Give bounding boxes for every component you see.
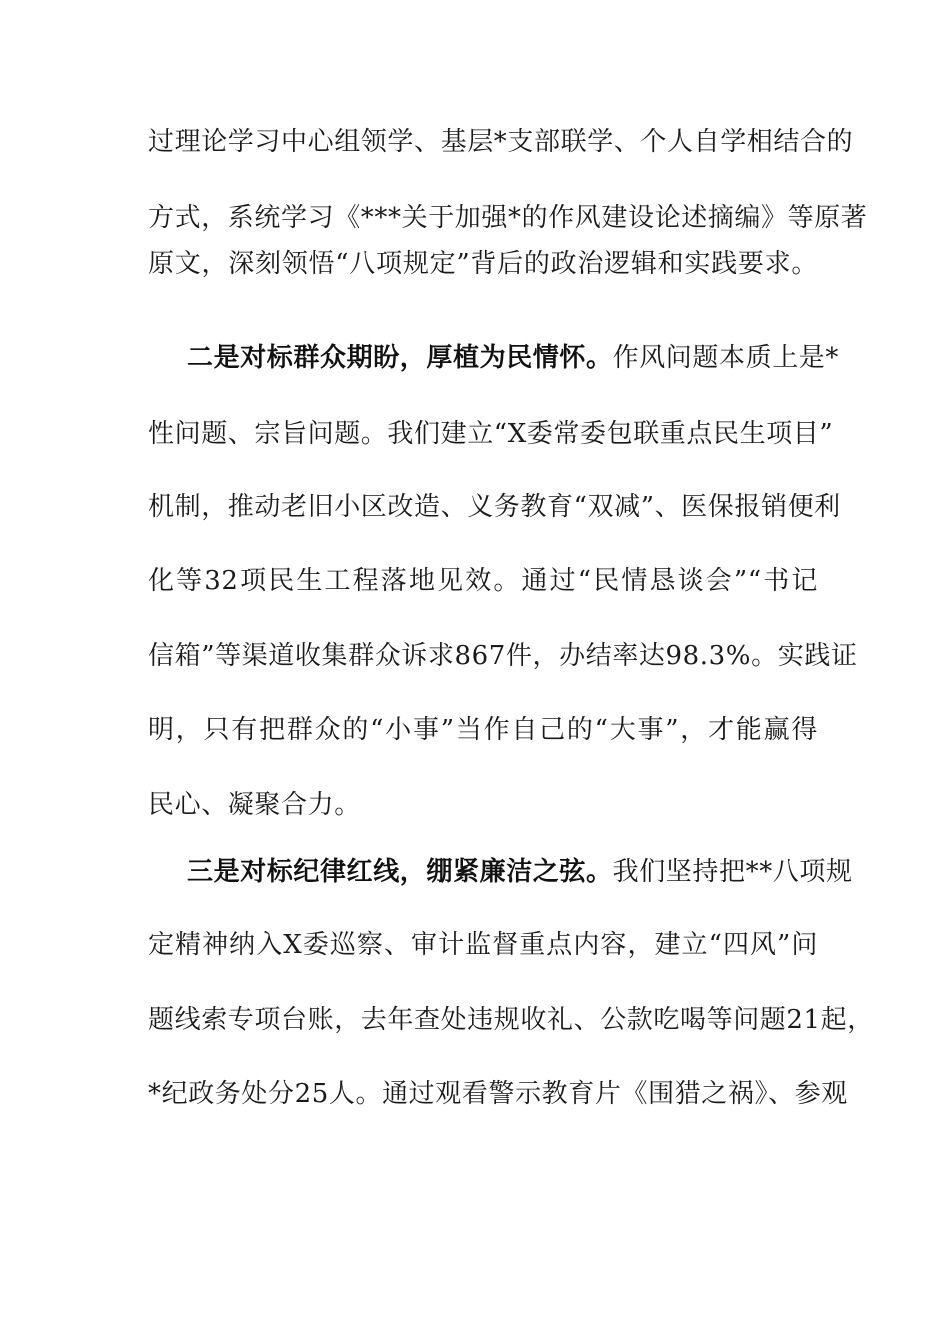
section-heading-third: 三是对标纪律红线，绷紧廉洁之弦。 xyxy=(187,857,613,887)
paragraph-text: 作风问题本质上是* xyxy=(612,343,840,373)
section-heading-second: 二是对标群众期盼，厚植为民情怀。 xyxy=(187,343,613,373)
paragraph-line: 题线索专项台账，去年查处违规收礼、公款吃喝等问题21起， xyxy=(148,1005,874,1035)
paragraph-line: 民心、凝聚合力。 xyxy=(148,790,361,820)
paragraph-line: 原文，深刻领悟“八项规定”背后的政治逻辑和实践要求。 xyxy=(148,249,818,279)
paragraph-line: *纪政务处分25人。通过观看警示教育片《围猎之祸》、参观 xyxy=(148,1079,848,1109)
paragraph-text: 我们坚持把**八项规 xyxy=(612,857,853,887)
paragraph-line: 机制，推动老旧小区改造、义务教育“双减”、医保报销便利 xyxy=(148,492,841,522)
paragraph-line xyxy=(187,852,853,892)
paragraph-line: 过理论学习中心组领学、基层*支部联学、个人自学相结合的 xyxy=(148,127,854,157)
paragraph-line: 性问题、宗旨问题。我们建立“X委常委包联重点民生项目” xyxy=(148,419,834,449)
paragraph-line: 定精神纳入X委巡察、审计监督重点内容，建立“四风”问 xyxy=(148,930,818,960)
paragraph-line: 明，只有把群众的“小事”当作自己的“大事”，才能赢得 xyxy=(148,715,818,745)
paragraph-line: 方式，系统学习《***关于加强*的作风建设论述摘编》等原著 xyxy=(148,203,868,233)
paragraph-line: 化等32项民生工程落地见效。通过“民情恳谈会”“书记 xyxy=(148,566,818,596)
paragraph-line xyxy=(187,338,840,378)
paragraph-line: 信箱”等渠道收集群众诉求867件，办结率达98.3%。实践证 xyxy=(148,641,858,671)
